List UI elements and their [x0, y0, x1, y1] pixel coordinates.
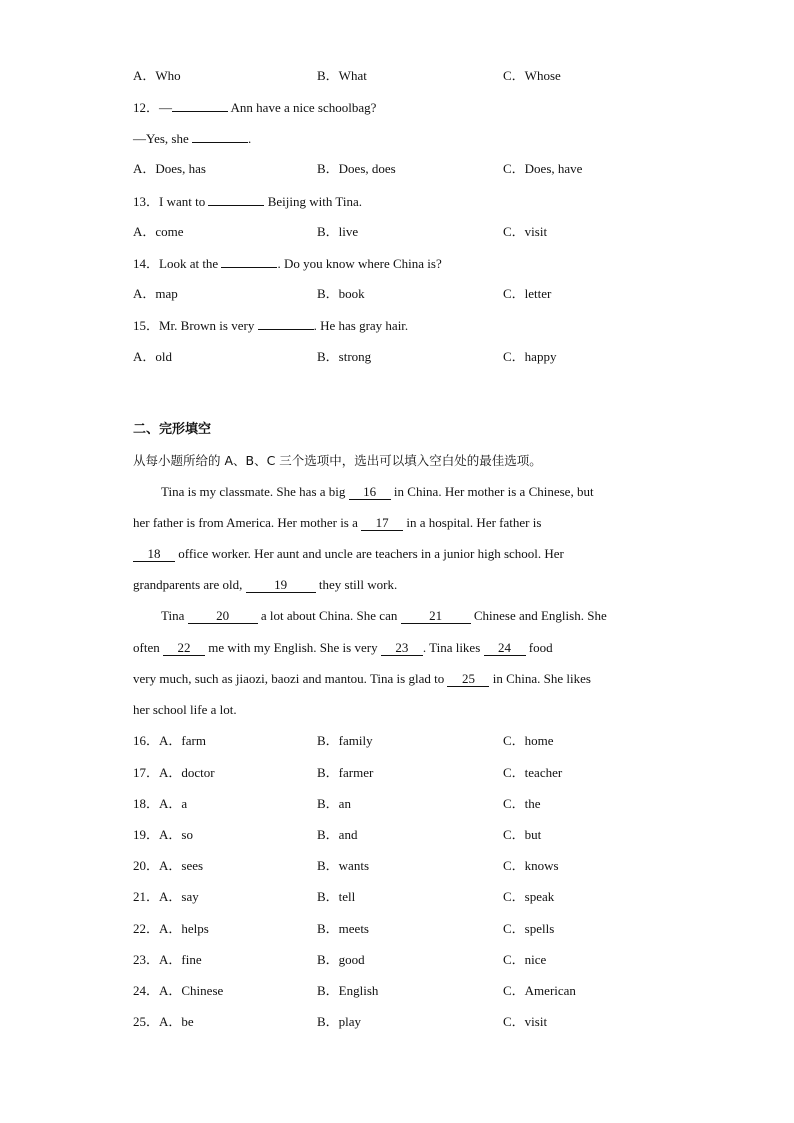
passage-line-4 — [133, 576, 397, 594]
q13-option-b: B．live — [317, 224, 359, 239]
passage-line-3 — [133, 545, 564, 563]
passage-text: Tina — [161, 608, 188, 623]
q23-option-c: C．nice — [503, 952, 547, 967]
passage-text: food — [525, 640, 553, 655]
q13-option-a: A．come — [133, 224, 184, 239]
passage-line-1 — [161, 483, 594, 501]
passage-text: in China. Her mother is a Chinese, but — [390, 484, 594, 499]
passage-line-7 — [133, 670, 591, 688]
q23-option-b: B．good — [317, 952, 365, 967]
q14-question — [133, 254, 442, 272]
q17-option-b: B．farmer — [317, 765, 374, 780]
q14-prefix: 14．Look at the — [133, 256, 222, 271]
passage-text: office worker. Her aunt and uncle are teachers in a junior high school. Her — [175, 546, 564, 561]
q16-option-a: 16．A．farm — [133, 733, 206, 748]
passage-line-6 — [133, 639, 553, 657]
passage-line-5 — [161, 607, 607, 625]
q18-option-a: 18．A．a — [133, 796, 188, 811]
q14-blank — [221, 254, 277, 268]
q18-option-c: C．the — [503, 796, 541, 811]
q14-suffix: . Do you know where China is? — [277, 256, 442, 271]
q12-option-c: C．Does, have — [503, 161, 583, 176]
q14-option-a: A．map — [133, 286, 178, 301]
blank-17: 17 — [361, 515, 403, 531]
passage-text: they still work. — [315, 577, 398, 592]
blank-20: 20 — [188, 608, 258, 624]
q13-question — [133, 192, 362, 210]
q12-option-b: B．Does, does — [317, 161, 396, 176]
q21-option-c: C．speak — [503, 889, 555, 904]
q20-option-c: C．knows — [503, 858, 559, 873]
blank-25: 25 — [447, 671, 489, 687]
passage-line-8: her school life a lot. — [133, 702, 237, 717]
q18-option-b: B．an — [317, 796, 351, 811]
passage-text: a lot about China. She can — [257, 608, 401, 623]
q15-option-c: C．happy — [503, 349, 557, 364]
q15-option-b: B．strong — [317, 349, 372, 364]
passage-text: . Tina likes — [422, 640, 484, 655]
q13-option-c: C．visit — [503, 224, 548, 239]
q22-option-a: 22．A．helps — [133, 921, 209, 936]
q15-option-a: A．old — [133, 349, 173, 364]
q19-option-a: 19．A．so — [133, 827, 193, 842]
q13-suffix: Beijing with Tina. — [264, 194, 362, 209]
q11-option-b: B．What — [317, 68, 367, 83]
q17-option-a: 17．A．doctor — [133, 765, 215, 780]
q25-option-a: 25．A．be — [133, 1014, 194, 1029]
section-instruction: 从每小题所给的 A、B、C 三个选项中，选出可以填入空白处的最佳选项。 — [133, 453, 542, 468]
q12-answer-suffix: . — [248, 131, 252, 146]
q12-answer-prefix: —Yes, she — [133, 131, 192, 146]
q15-question — [133, 316, 408, 334]
q24-option-a: 24．A．Chinese — [133, 983, 224, 998]
blank-21: 21 — [401, 608, 471, 624]
q21-option-b: B．tell — [317, 889, 356, 904]
blank-24: 24 — [484, 640, 526, 656]
q25-option-c: C．visit — [503, 1014, 548, 1029]
q19-option-c: C．but — [503, 827, 542, 842]
q14-option-b: B．book — [317, 286, 365, 301]
blank-16: 16 — [349, 484, 391, 500]
q22-option-c: C．spells — [503, 921, 555, 936]
q11-option-c: C．Whose — [503, 68, 561, 83]
q12-answer-blank — [192, 129, 248, 143]
q21-option-a: 21．A．say — [133, 889, 199, 904]
q15-blank — [258, 316, 314, 330]
q20-option-a: 20．A．sees — [133, 858, 204, 873]
section-title: 二、完形填空 — [133, 422, 212, 437]
q16-option-b: B．family — [317, 733, 373, 748]
passage-text: in a hospital. Her father is — [403, 515, 542, 530]
q15-prefix: 15．Mr. Brown is very — [133, 318, 258, 333]
blank-18: 18 — [133, 546, 175, 562]
q11-option-a: A．Who — [133, 68, 181, 83]
q14-option-c: C．letter — [503, 286, 552, 301]
q12-question — [133, 98, 376, 116]
q22-option-b: B．meets — [317, 921, 369, 936]
passage-text: very much, such as jiaozi, baozi and mantou. Tina is glad to — [133, 671, 448, 686]
q24-option-b: B．English — [317, 983, 379, 998]
passage-text: me with my English. She is very — [204, 640, 381, 655]
q16-option-c: C．home — [503, 733, 554, 748]
q13-blank — [208, 192, 264, 206]
q25-option-b: B．play — [317, 1014, 362, 1029]
q12-blank — [172, 98, 228, 112]
passage-line-2 — [133, 514, 541, 532]
passage-text: in China. She likes — [489, 671, 591, 686]
passage-text: her father is from America. Her mother is a — [133, 515, 362, 530]
q13-prefix: 13．I want to — [133, 194, 209, 209]
passage-text: grandparents are old, — [133, 577, 246, 592]
q12-text: Ann have a nice schoolbag? — [228, 100, 377, 115]
blank-19: 19 — [246, 577, 316, 593]
q15-suffix: . He has gray hair. — [313, 318, 409, 333]
blank-22: 22 — [163, 640, 205, 656]
q24-option-c: C．American — [503, 983, 576, 998]
q12-answer-line — [133, 129, 251, 147]
q12-number: 12．— — [133, 100, 173, 115]
q12-option-a: A．Does, has — [133, 161, 206, 176]
q23-option-a: 23．A．fine — [133, 952, 202, 967]
q17-option-c: C．teacher — [503, 765, 563, 780]
blank-23: 23 — [381, 640, 423, 656]
passage-text: often — [133, 640, 163, 655]
q20-option-b: B．wants — [317, 858, 370, 873]
passage-text: Tina is my classmate. She has a big — [161, 484, 349, 499]
q19-option-b: B．and — [317, 827, 358, 842]
passage-text: Chinese and English. She — [470, 608, 607, 623]
